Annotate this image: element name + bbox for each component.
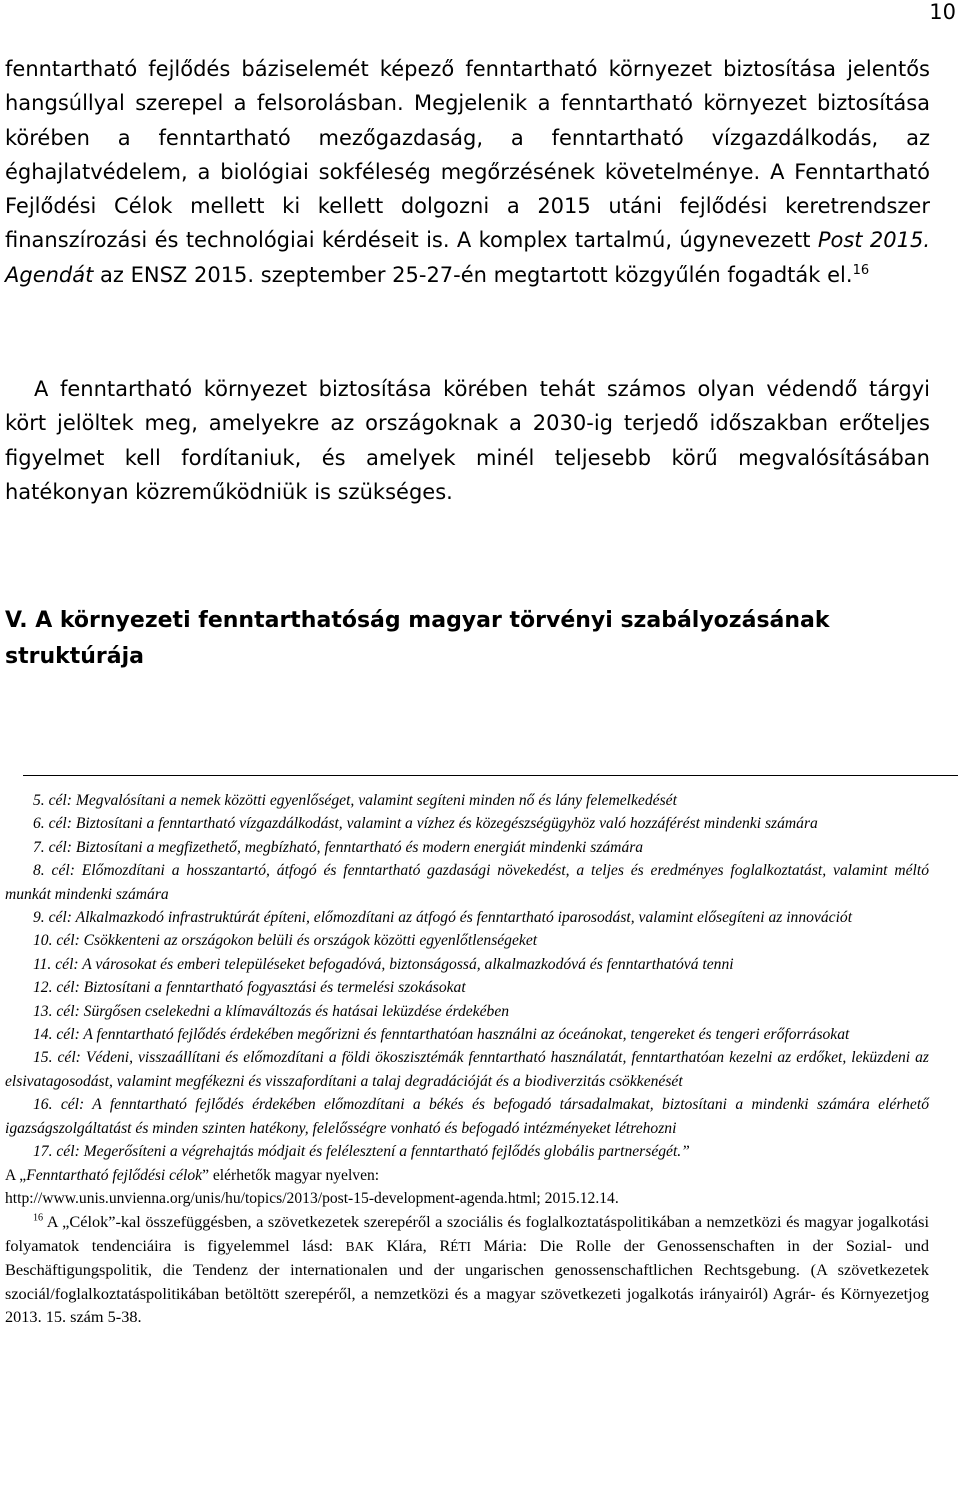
para1-italic: Post 2015. Agendát bbox=[5, 228, 930, 287]
source-prefix: A „ bbox=[5, 1166, 27, 1184]
footnote-source bbox=[5, 1164, 929, 1187]
para1-end: az ENSZ 2015. szeptember 25-27-én megtartott közgyűlén fogadták el. bbox=[93, 262, 853, 287]
footnote-goal: 15. cél: Védeni, visszaállítani és előmozdítani a földi ökoszisztémák fenntartható használatát, fenntarthatóan kezelni az erdőket, leküzdeni az elsivatagosodást, valamint megfékezni és visszafordítani a talaj degradációját és a biodiverzitás csökkenését bbox=[5, 1049, 929, 1090]
author-surname: BAK bbox=[345, 1238, 374, 1254]
footnote-goal: 6. cél: Biztosítani a fenntartható vízgazdálkodást, valamint a vízhez és közegészségügyhöz való hozzáférést mindenki számára bbox=[33, 815, 818, 833]
footnote-goal: 9. cél: Alkalmazkodó infrastruktúrát építeni, előmozdítani az átfogó és fenntartható iparosodást, valamint elősegíteni az innovációt bbox=[33, 909, 853, 927]
body-paragraph-1 bbox=[5, 52, 930, 292]
footnote-16 bbox=[5, 1210, 929, 1328]
footnote-goal: 16. cél: A fenntartható fejlődés érdekében előmozdítani a békés és befogadó társadalmakat, biztosítani a mindenki számára elérhető igazságszolgáltatást és minden szinten hatékony, felelősségre vonható és befogadó intézményeket létrehozni bbox=[5, 1096, 929, 1137]
footnote-16-text: A „Célok”-kal összefüggésben, a szövetkezetek szerepéről a szociális és foglalkoztatáspolitikában a nemzetközi és magyar jogalkotási folyamatok tendenciáira is figyelemmel lásd: bbox=[5, 1212, 929, 1255]
section-heading: V. A környezeti fenntarthatóság magyar törvényi szabályozásának struktúrája bbox=[5, 608, 830, 669]
source-title: Fenntartható fejlődési célok bbox=[26, 1166, 203, 1184]
author-surname: ÉTI bbox=[450, 1238, 471, 1254]
source-url-link[interactable]: http://www.unis.unvienna.org/unis/hu/topics/2013/post-15-development-agenda.html; 2015.12.14. bbox=[5, 1189, 619, 1207]
footnote-goal: 10. cél: Csökkenteni az országokon belüli és országok közötti egyenlőtlenségeket bbox=[33, 932, 538, 950]
footnote-goal: 13. cél: Sürgősen cselekedni a klímaváltozás és hatásai leküzdése érdekében bbox=[33, 1002, 510, 1020]
footnote-goal: 5. cél: Megvalósítani a nemek közötti egyenlőséget, valamint segíteni minden nő és lány felemelkedését bbox=[33, 792, 677, 809]
footnote-goal: 17. cél: Megerősíteni a végrehajtás módjait és felélesztení a fenntartható fejlődés globális partnerségét.” bbox=[33, 1143, 690, 1161]
footnote-16-text: Mária: Die Rolle der Genossenschaften in der Sozial- und Beschäftigungspolitik, die Tendenz der internationalen und der ungarischen genossenschaftlichen Rechtsgebung. (A szövetkezetek szociál/foglalkoztatáspolitikában betöltött szerepéről, a nemzetközi és a magyar szövetkezeti jogalkotás irányairól) Agrár- és Környezetjog 2013. 15. szám 5-38. bbox=[5, 1235, 929, 1326]
page-number: 10 bbox=[929, 0, 956, 24]
para1-text: fenntartható fejlődés báziselemét képező fenntartható környezet biztosítása jelentős hangsúllyal szerepel a felsorolásban. Megjelenik a fenntartható környezet biztosítása körében a fenntartható mezőgazdaság, a fenntartható vízgazdálkodás, az éghajlatvédelem, a biológiai sokféleség megőrzésének követelménye. A Fenntartható Fejlődési Célok mellett ki kellett dolgozni a 2015 utáni fejlődési keretrendszer finanszírozási és technológiai kérdéseit is. A komplex tartalmú, úgynevezett bbox=[5, 57, 930, 253]
footnote-ref-16[interactable]: 16 bbox=[852, 262, 870, 278]
footnote-16-text: Klára, R bbox=[373, 1235, 451, 1255]
footnote-goal: 12. cél: Biztosítani a fenntartható fogyasztási és termelési szokásokat bbox=[33, 979, 466, 997]
footnote-goal: 7. cél: Biztosítani a megfizethető, megbízható, fenntartható és modern energiát mindenki számára bbox=[33, 838, 644, 856]
footnote-separator bbox=[23, 775, 958, 776]
footnote-16-number: 16 bbox=[33, 1212, 44, 1224]
footnotes bbox=[5, 789, 929, 1328]
footnote-goal: 8. cél: Előmozdítani a hosszantartó, átfogó és fenntartható gazdasági növekedést, a teljes és eredményes foglalkoztatást, valamint méltó munkát mindenki számára bbox=[5, 862, 929, 903]
footnote-goal: 11. cél: A városokat és emberi településeket befogadóvá, biztonságossá, alkalmazkodóvá és fenntarthatóvá tenni bbox=[33, 955, 734, 973]
body-paragraph-2: A fenntartható környezet biztosítása körében tehát számos olyan védendő tárgyi kört jelöltek meg, amelyekre az országoknak a 2030-ig terjedő időszakban erőteljes figyelmet kell fordítaniuk, és amelyek minél teljesebb körű megvalósításában hatékonyan közreműködniük is szükséges. bbox=[5, 377, 930, 504]
footnote-goal: 14. cél: A fenntartható fejlődés érdekében megőrizni és fenntarthatóan használni az óceánokat, tengereket és tengeri erőforrásokat bbox=[33, 1026, 850, 1044]
source-suffix: ” elérhetők magyar nyelven: bbox=[202, 1166, 380, 1184]
